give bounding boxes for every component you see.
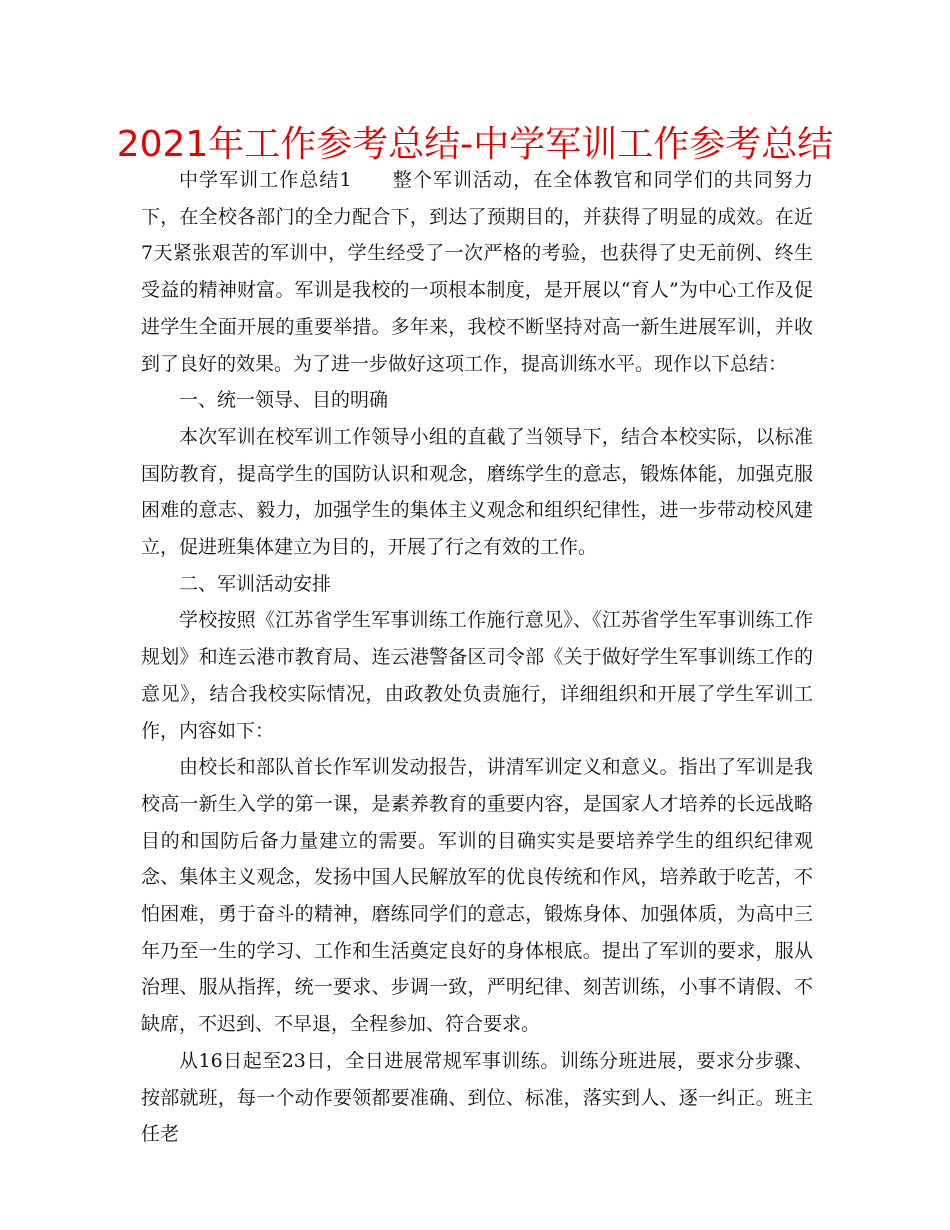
section-heading-1: 一、统一领导、目的明确 (179, 389, 389, 412)
paragraph-mobilization: 由校长和部队首长作军训发动报告，讲清军训定义和意义。指出了军训是我校高一新生入学的第一课，是素养教育的重要内容，是国家人才培养的长远战略目的和国防后备力量建立的需要。军训的目确实实是要培养学生的组织纪律观念、集体主义观念，发扬中国人民解放军的优良传统和作风，培养敢于吃苦，不怕困难，勇于奋斗的精神，磨练同学们的意志，锻炼身体、加强体质，为高中三年乃至一生的学习、工作和生活奠定良好的身体根底。提出了军训的要求，服从治理、服从指挥，统一要求、步调一致，严明纪律、刻苦训练，小事不请假、不缺席，不迟到、不早退，全程参加、符合要求。 (141, 756, 813, 1036)
document-body (141, 162, 813, 1153)
section-heading-2: 二、军训活动安排 (179, 572, 332, 595)
paragraph-training: 从16日起至23日，全日进展常规军事训练。训练分班进展，要求分步骤、按部就班，每一个动作要领都要准确、到位、标准，落实到人、逐一纠正。班主任老 (141, 1049, 813, 1146)
paragraph-section-1: 本次军训在校军训工作领导小组的直截了当领导下，结合本校实际，以标准国防教育，提高学生的国防认识和观念，磨练学生的意志，锻炼体能，加强克服困难的意志、毅力，加强学生的集体主义观念和组织纪律性，进一步带动校风建立，促进班集体建立为目的，开展了行之有效的工作。 (141, 425, 813, 559)
paragraph-section-2: 学校按照《江苏省学生军事训练工作施行意见》、《江苏省学生军事训练工作规划》和连云港市教育局、连云港警备区司令部《关于做好学生军事训练工作的意见》，结合我校实际情况，由政教处负责施行，详细组织和开展了学生军训工作，内容如下： (141, 609, 813, 742)
paragraph-intro: 中学军训工作总结1 整个军训活动，在全体教官和同学们的共同努力下，在全校各部门的全力配合下，到达了预期目的，并获得了明显的成效。在近7天紧张艰苦的军训中，学生经受了一次严格的考验，也获得了史无前例、终生受益的精神财富。军训是我校的一项根本制度，是开展以“育人”为中心工作及促进学生全面开展的重要举措。多年来，我校不断坚持对高一新生进展军训，并收到了良好的效果。为了进一步做好这项工作，提高训练水平。现作以下总结： (141, 169, 813, 375)
document-title: 2021年工作参考总结-中学军训工作参考总结 (116, 124, 834, 165)
